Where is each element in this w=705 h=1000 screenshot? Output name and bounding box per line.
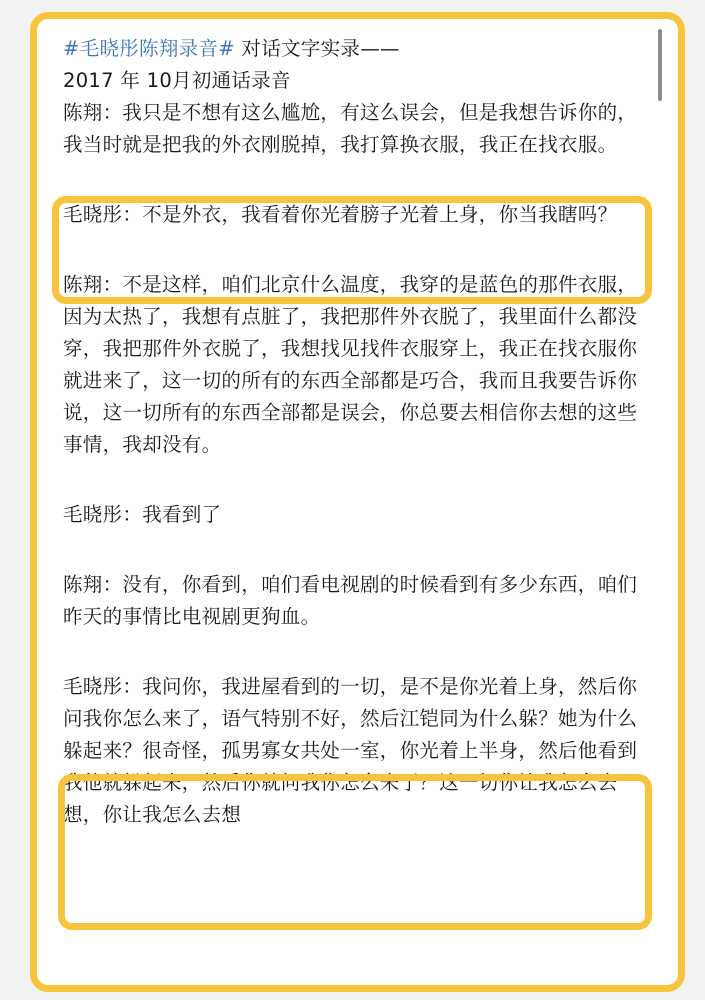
paragraph: 陈翔：没有，你看到，咱们看电视剧的时候看到有多少东西，咱们昨天的事情比电视剧更狗血。 bbox=[63, 573, 638, 628]
paragraph: 陈翔：我只是不想有这么尴尬，有这么误会，但是我想告诉你的，我当时就是把我的外衣刚脱掉，我打算换衣服，我正在找衣服。 bbox=[63, 101, 638, 156]
hashtag-link[interactable]: #毛晓彤陈翔录音# bbox=[63, 37, 235, 60]
post-card bbox=[30, 12, 685, 992]
paragraph: 毛晓彤：我问你，我进屋看到的一切，是不是你光着上身，然后你问我你怎么来了，语气特别不好，然后江铠同为什么躲？她为什么躲起来？很奇怪，孤男寡女共处一室，你光着上半身，然后他看到我他就躲起来，然后你就问我你怎么来了？这一切你让我怎么去想，你让我怎么去想 bbox=[63, 675, 638, 826]
article-title bbox=[63, 33, 653, 65]
paragraph: 陈翔：不是这样，咱们北京什么温度，我穿的是蓝色的那件衣服，因为太热了，我想有点脏了，我把那件外衣脱了，我里面什么都没穿，我把那件外衣脱了，我想找见找件衣服穿上，我正在找衣服你就进来了，这一切的所有的东西全部都是巧合，我而且我要告诉你说，这一切所有的东西全部都是误会，你总要去相信你去想的这些事情，我却没有。 bbox=[63, 273, 638, 456]
paragraph: 毛晓彤：不是外衣，我看着你光着膀子光着上身，你当我瞎吗？ bbox=[63, 203, 618, 226]
article-body bbox=[63, 33, 653, 831]
scrollbar[interactable] bbox=[658, 29, 662, 101]
title-text: 对话文字实录—— bbox=[234, 37, 400, 60]
article-subtitle: 2017 年 10月初通话录音 bbox=[63, 69, 291, 92]
paragraph: 毛晓彤：我看到了 bbox=[63, 503, 222, 526]
